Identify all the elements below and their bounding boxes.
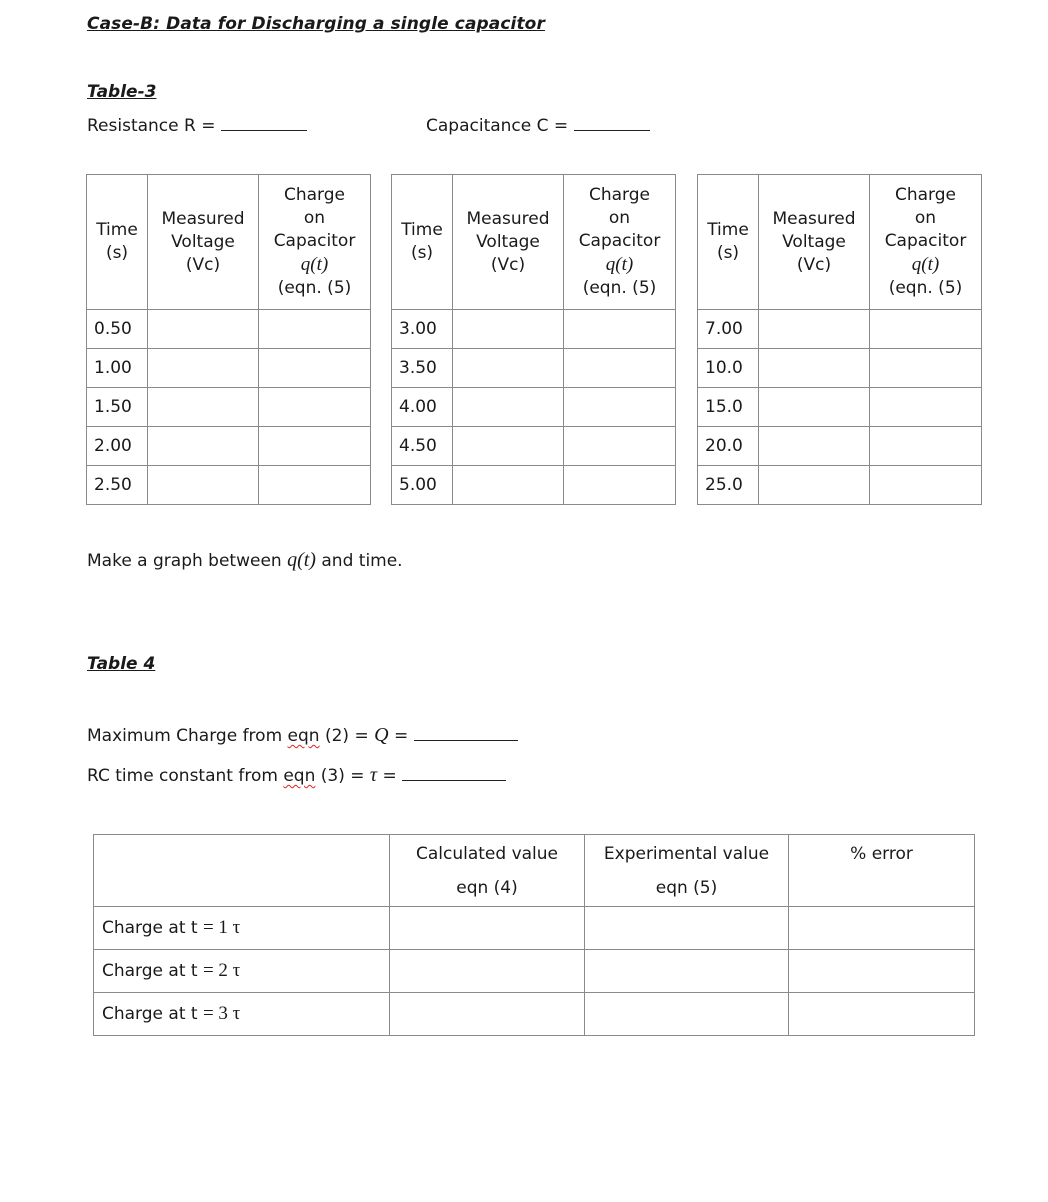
voltage-cell[interactable]	[453, 310, 564, 349]
time-cell: 1.00	[87, 349, 148, 388]
calculated-cell[interactable]	[390, 993, 585, 1036]
time-cell: 0.50	[87, 310, 148, 349]
time-cell: 3.00	[392, 310, 453, 349]
time-cell: 5.00	[392, 466, 453, 505]
error-cell[interactable]	[789, 993, 975, 1036]
charge-cell[interactable]	[259, 310, 371, 349]
experimental-cell[interactable]	[585, 907, 789, 950]
time-cell: 4.50	[392, 427, 453, 466]
charge-cell[interactable]	[870, 388, 982, 427]
voltage-cell[interactable]	[148, 310, 259, 349]
charge-cell[interactable]	[564, 349, 676, 388]
voltage-cell[interactable]	[759, 388, 870, 427]
calculated-cell[interactable]	[390, 950, 585, 993]
data-table-block-3	[697, 174, 982, 505]
header-empty	[94, 835, 390, 907]
error-cell[interactable]	[789, 907, 975, 950]
header-error: % error	[789, 835, 975, 907]
time-cell: 1.50	[87, 388, 148, 427]
resistance-label: Resistance R =	[87, 116, 216, 136]
charge-cell[interactable]	[870, 466, 982, 505]
voltage-cell[interactable]	[453, 349, 564, 388]
charge-cell[interactable]	[259, 466, 371, 505]
voltage-cell[interactable]	[759, 427, 870, 466]
header-time: Time (s)	[698, 175, 759, 310]
header-time: Time (s)	[392, 175, 453, 310]
header-voltage: Measured Voltage (Vc)	[759, 175, 870, 310]
header-charge: Charge on Capacitor q(t) (eqn. (5)	[564, 175, 676, 310]
graph-instruction: Make a graph between q(t) and time.	[87, 549, 403, 571]
charge-cell[interactable]	[564, 427, 676, 466]
time-cell: 20.0	[698, 427, 759, 466]
voltage-cell[interactable]	[453, 466, 564, 505]
max-charge-blank[interactable]	[414, 726, 518, 741]
experimental-cell[interactable]	[585, 950, 789, 993]
charge-cell[interactable]	[564, 388, 676, 427]
charge-cell[interactable]	[564, 310, 676, 349]
experimental-cell[interactable]	[585, 993, 789, 1036]
charge-cell[interactable]	[870, 310, 982, 349]
header-voltage: Measured Voltage (Vc)	[148, 175, 259, 310]
time-cell: 2.00	[87, 427, 148, 466]
voltage-cell[interactable]	[453, 427, 564, 466]
charge-cell[interactable]	[870, 349, 982, 388]
rc-constant-line: RC time constant from eqn (3) = τ =	[87, 764, 506, 787]
time-cell: 25.0	[698, 466, 759, 505]
error-cell[interactable]	[789, 950, 975, 993]
header-calculated: Calculated value eqn (4)	[390, 835, 585, 907]
voltage-cell[interactable]	[759, 349, 870, 388]
time-cell: 15.0	[698, 388, 759, 427]
header-experimental: Experimental value eqn (5)	[585, 835, 789, 907]
charge-cell[interactable]	[870, 427, 982, 466]
calculated-cell[interactable]	[390, 907, 585, 950]
capacitance-field	[426, 116, 650, 136]
time-cell: 10.0	[698, 349, 759, 388]
header-time: Time (s)	[87, 175, 148, 310]
capacitance-label: Capacitance C =	[426, 116, 569, 136]
row-label: Charge at t = 3 τ	[94, 993, 390, 1036]
data-table-block-1	[86, 174, 371, 505]
voltage-cell[interactable]	[148, 427, 259, 466]
charge-cell[interactable]	[564, 466, 676, 505]
max-charge-line: Maximum Charge from eqn (2) = Q =	[87, 724, 518, 747]
capacitance-blank[interactable]	[574, 116, 650, 131]
header-charge: Charge on Capacitor q(t) (eqn. (5)	[870, 175, 982, 310]
header-charge: Charge on Capacitor q(t) (eqn. (5)	[259, 175, 371, 310]
time-cell: 7.00	[698, 310, 759, 349]
data-table-block-2	[391, 174, 676, 505]
voltage-cell[interactable]	[759, 310, 870, 349]
voltage-cell[interactable]	[453, 388, 564, 427]
rc-constant-blank[interactable]	[402, 766, 506, 781]
time-cell: 2.50	[87, 466, 148, 505]
resistance-blank[interactable]	[221, 116, 307, 131]
voltage-cell[interactable]	[759, 466, 870, 505]
time-cell: 4.00	[392, 388, 453, 427]
page-title: Case-B: Data for Discharging a single capacitor	[87, 14, 545, 34]
charge-cell[interactable]	[259, 427, 371, 466]
table4-grid	[93, 834, 975, 1036]
row-label: Charge at t = 1 τ	[94, 907, 390, 950]
voltage-cell[interactable]	[148, 388, 259, 427]
charge-cell[interactable]	[259, 349, 371, 388]
row-label: Charge at t = 2 τ	[94, 950, 390, 993]
header-voltage: Measured Voltage (Vc)	[453, 175, 564, 310]
table4-label: Table 4	[87, 654, 156, 674]
voltage-cell[interactable]	[148, 466, 259, 505]
voltage-cell[interactable]	[148, 349, 259, 388]
charge-cell[interactable]	[259, 388, 371, 427]
resistance-field	[87, 116, 307, 136]
table3-label: Table-3	[87, 82, 157, 102]
time-cell: 3.50	[392, 349, 453, 388]
